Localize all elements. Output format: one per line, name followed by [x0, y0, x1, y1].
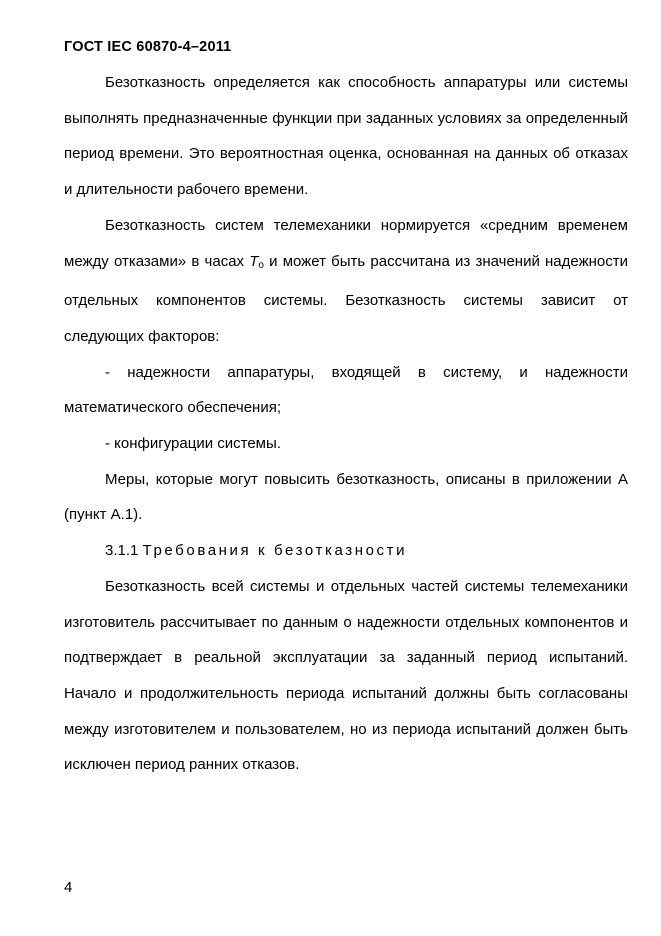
page-number: 4 [64, 879, 73, 896]
section-number: 3.1.1 [105, 542, 139, 560]
paragraph-measures: Меры, которые могут повысить безотказность, описаны в приложении А (пункт А.1). [64, 470, 628, 524]
mtbf-subscript: o [258, 259, 264, 271]
paragraph-reliability-definition: Безотказность определяется как способность аппаратуры или системы выполнять предназначенные функции при заданных условиях за определенный период времени. Это вероятностная оценка, основанная на данных об отказах и длительности рабочего времени. [64, 74, 628, 199]
paragraph-reliability-requirements: Безотказность всей системы и отдельных частей системы телемеханики изготовитель рассчитывает по данным о надежности отдельных компонентов и подтверждает в реальной эксплуатации за заданный период испытаний. Начало и продолжительность периода испытаний должны быть согласованы между изготовителем и пользователем, но из периода испытаний должен быть исключен период ранних отказов. [64, 577, 628, 774]
section-title: Требования к безотказности [142, 542, 408, 560]
section-heading [64, 533, 628, 569]
paragraph-mtbf [64, 208, 628, 355]
document-header: ГОСТ IEC 60870-4–2011 [64, 39, 232, 55]
mtbf-symbol: T [249, 252, 259, 270]
document-body [64, 65, 628, 783]
paragraph-mtbf-text-before: Безотказность систем телемеханики нормируется «средним временем между отказами» в часах [64, 216, 628, 270]
list-item-hardware-reliability: - надежности аппаратуры, входящей в систему, и надежности математического обеспечения; [64, 363, 628, 417]
list-item-system-configuration: - конфигурации системы. [105, 435, 281, 453]
paragraph-mtbf-text-after: и может быть рассчитана из значений надежности отдельных компонентов системы. Безотказность системы зависит от следующих факторов: [64, 252, 628, 345]
